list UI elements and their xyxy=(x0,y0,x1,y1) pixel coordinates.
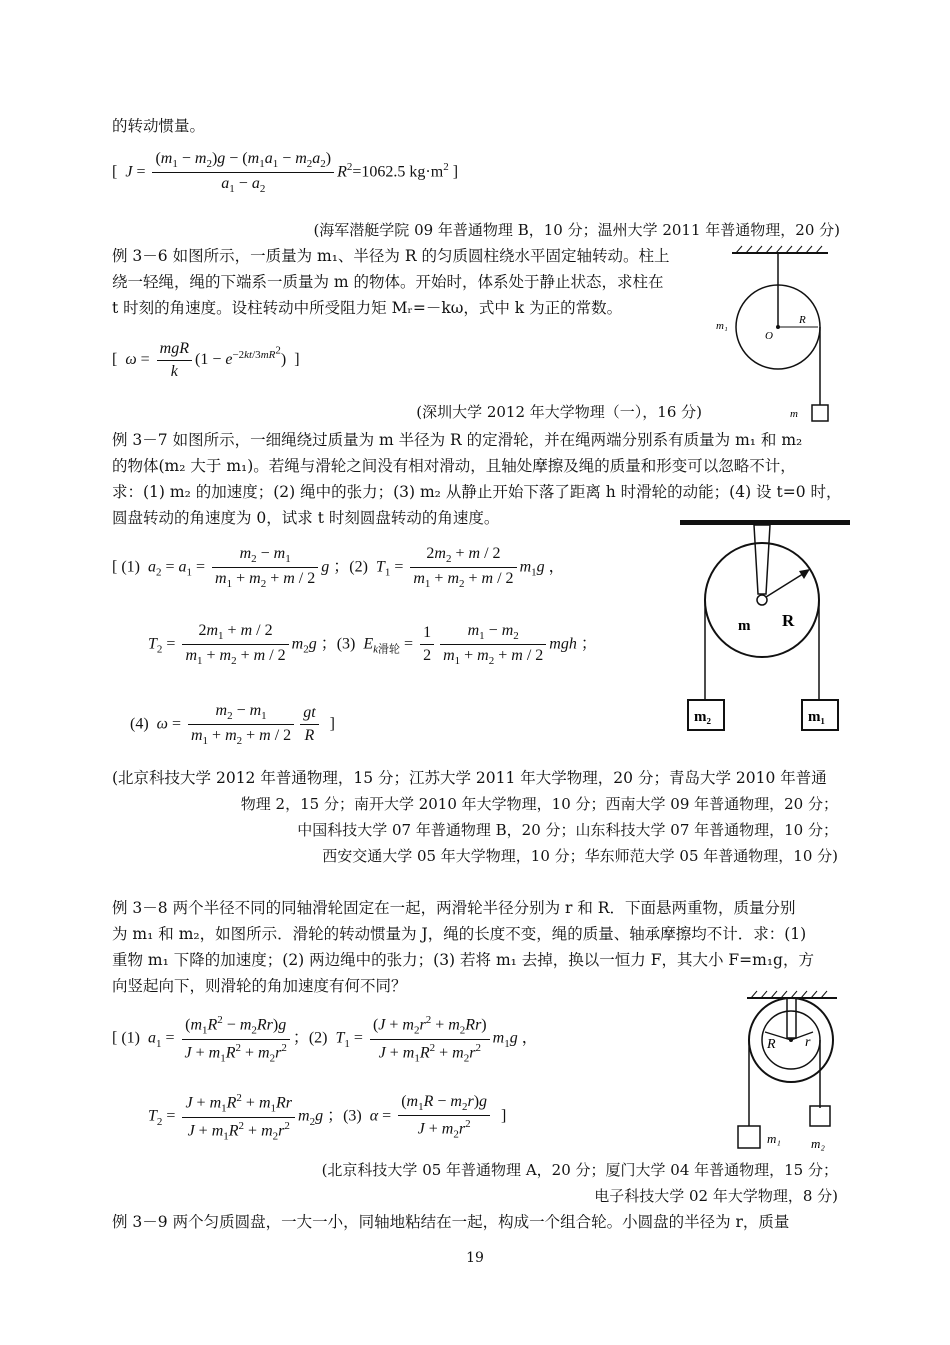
ex37-answer-4: (4) ω = $\frac{m_2 - m_1}{m_1 + m_2 + m / 2}$ $\frac{gt}{R}$ ] xyxy=(130,702,335,748)
ex37-source4: 西安交通大学 05 年大学物理，10 分；华东师范大学 05 年普通物理，10 分) xyxy=(322,847,838,865)
ex37-source2: 物理 2，15 分；南开大学 2010 年大学物理，10 分；西南大学 09 年普通物理，20 分； xyxy=(240,795,838,813)
ex35-source: (海军潜艇学院 09 年普通物理 B，10 分；温州大学 2011 年普通物理，20 分) xyxy=(313,221,840,239)
page-number: 19 xyxy=(466,1250,484,1266)
ex38-label-r-small: r xyxy=(805,1035,811,1050)
ex37-label-m1: m₁ xyxy=(808,709,825,725)
ex38-figure xyxy=(735,990,850,1155)
ex38-line1: 例 3－8 两个半径不同的同轴滑轮固定在一起，两滑轮半径分别为 r 和 R．下面悬两重物，质量分别 xyxy=(112,899,796,917)
ex37-answer-2-3: $T_2$ = $\frac{2m_1 + m / 2}{m_1 + m_2 + m / 2}$ $m_2g$ ；(3) $E_{k滑轮}$ = $\frac{1}{2}$ $\frac{m_1 - m_2}{m_1 + m_2 + m / 2}$ mgh ； xyxy=(148,622,597,668)
ex38-answer-1-2: [ (1) $a_1$ = $\frac{(m_1R^2 - m_2Rr)g}{J + m_1R^2 + m_2r^2}$ ；(2) $T_1$ = $\frac{(J + m_2r^2 + m_2Rr)}{J + m_1R^2 + m_2r^2}$ $m_1g$ ， xyxy=(112,1014,538,1065)
ex36-figure xyxy=(710,245,840,430)
ex36-line3: t 时刻的角速度。设柱转动中所受阻力矩 Mᵣ=－kω，式中 k 为正的常数。 xyxy=(112,299,623,317)
ex37-line2: 的物体(m₂ 大于 m₁)。若绳与滑轮之间没有相对滑动，且轴处摩擦及绳的质量和形变可以忽略不计， xyxy=(112,457,796,475)
ex37-figure xyxy=(680,520,850,740)
ex37-label-m2: m₂ xyxy=(694,709,711,725)
ex37-source3: 中国科技大学 07 年普通物理 B，20 分；山东科技大学 07 年普通物理，10 分； xyxy=(297,821,838,839)
ex37-line3: 求：(1) m₂ 的加速度；(2) 绳中的张力；(3) m₂ 从静止开始下落了距离 h 时滑轮的动能；(4) 设 t=0 时， xyxy=(112,483,842,501)
ex37-label-m: m xyxy=(738,618,751,634)
ex35-value: =1062.5 kg·m xyxy=(352,163,444,181)
ex36-source: (深圳大学 2012 年大学物理（一），16 分) xyxy=(416,403,702,421)
ex38-source1: (北京科技大学 05 年普通物理 A，20 分；厦门大学 04 年普通物理，15 分； xyxy=(321,1161,838,1179)
ex38-answer-2-3: $T_2$ = $\frac{J + m_1R^2 + m_1Rr}{J + m_1R^2 + m_2r^2}$ $m_2g$ ；(3) α = $\frac{(m_1R - m_2r)g}{J + m_2r^2}$ ] xyxy=(148,1092,507,1143)
ex36-line1: 例 3－6 如图所示，一质量为 m₁、半径为 R 的匀质圆柱绕水平固定轴转动。柱上 xyxy=(112,247,670,265)
ex38-line3: 重物 m₁ 下降的加速度；(2) 两边绳中的张力；(3) 若将 m₁ 去掉，换以一恒力 F，其大小 F=m₁g，方 xyxy=(112,951,814,969)
ex38-line4: 向竖起向下，则滑轮的角加速度有何不同？ xyxy=(112,977,407,995)
ex36-label-m1: m₁ xyxy=(716,320,728,332)
ex35-answer: [ J = $\frac{(m_1 - m_2)g - (m_1a_1 - m_2a_2)}{a_1 - a_2}$ $R^2=1062.5$ $kg\cdot m^2$ ] xyxy=(112,150,459,196)
ex37-answer-1-2: [ (1) $a_2 = a_1$ = $\frac{m_2 - m_1}{m_1 + m_2 + m / 2}$ g ；(2) $T_1$ = $\frac{2m_2 + m / 2}{m_1 + m_2 + m / 2}$ $m_1g$ ， xyxy=(112,545,565,591)
ex36-line2: 绕一轻绳，绳的下端系一质量为 m 的物体。开始时，体系处于静止状态，求柱在 xyxy=(112,273,664,291)
ex38-label-r-big: R xyxy=(767,1037,776,1052)
ex36-answer: [ ω = $\frac{\text{mgR}}{k}$ $(1 - e^{-2kt/3mR^2})$ ] xyxy=(112,340,300,380)
ex36-label-r: R xyxy=(799,314,806,326)
ex36-label-m: m xyxy=(790,408,798,420)
ex38-label-m1: m₁ xyxy=(767,1131,781,1146)
ex36-label-o: O xyxy=(765,330,773,342)
ex37-source1: (北京科技大学 2012 年普通物理，15 分；江苏大学 2011 年大学物理，20 分；青岛大学 2010 年普通 xyxy=(112,769,827,787)
ex38-label-m2: m₂ xyxy=(811,1136,825,1151)
ex38-source2: 电子科技大学 02 年大学物理，8 分) xyxy=(594,1187,838,1205)
ex39-line1: 例 3－9 两个匀质圆盘，一大一小，同轴地粘结在一起，构成一个组合轮。小圆盘的半径为 r，质量 xyxy=(112,1213,790,1231)
ex37-label-r: R xyxy=(782,611,795,630)
intro-line: 的转动惯量。 xyxy=(112,117,206,135)
ex37-line1: 例 3－7 如图所示，一细绳绕过质量为 m 半径为 R 的定滑轮，并在绳两端分别系有质量为 m₁ 和 m₂ xyxy=(112,431,803,449)
ex38-line2: 为 m₁ 和 m₂，如图所示．滑轮的转动惯量为 J，绳的长度不变，绳的质量、轴承摩擦均不计．求：(1) xyxy=(112,925,807,943)
ex37-line4: 圆盘转动的角速度为 0，试求 t 时刻圆盘转动的角速度。 xyxy=(112,509,500,527)
